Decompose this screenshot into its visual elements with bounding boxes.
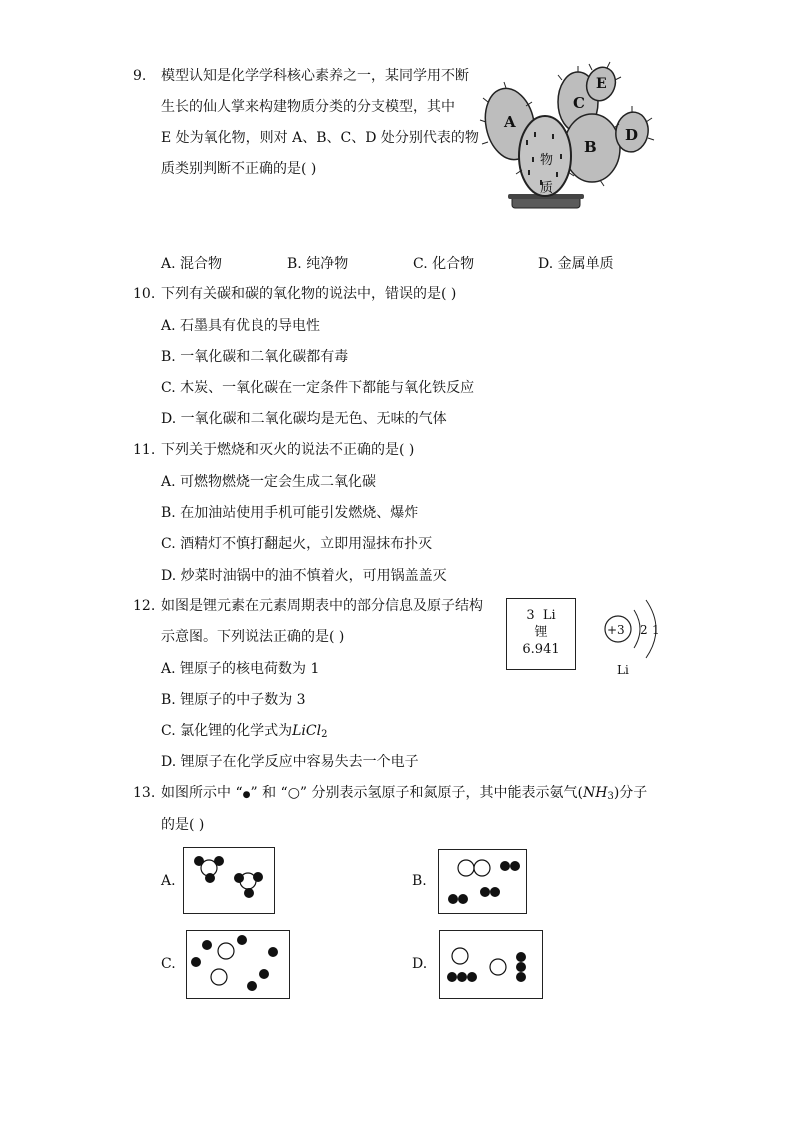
q9-number: 9.: [133, 68, 147, 84]
q13-option-d-diagram[interactable]: [439, 930, 543, 1000]
option-text: 锂原子在化学反应中容易失去一个电子: [180, 754, 419, 770]
q13-option-c-diagram[interactable]: [186, 930, 290, 1000]
q10-option-a[interactable]: [161, 316, 320, 336]
cactus-label-d: D: [625, 126, 639, 144]
option-key: D.: [538, 256, 554, 272]
q9-stem-line-4: 质类别判断不正确的是( ): [161, 161, 317, 177]
formula-licl: LiCl: [292, 723, 322, 739]
option-text: 金属单质: [557, 256, 614, 272]
q12-option-d[interactable]: [161, 752, 419, 772]
option-text: 酒精灯不慎打翻起火，立即用湿抹布扑灭: [180, 536, 433, 552]
option-key: A.: [161, 256, 176, 272]
option-text: 在加油站使用手机可能引发燃烧、爆炸: [180, 505, 419, 521]
cactus-label-e: E: [596, 76, 607, 92]
option-key: B.: [287, 256, 302, 272]
element-mass: 6.941: [522, 642, 560, 657]
q10-option-b[interactable]: [161, 347, 348, 367]
q12-number: 12.: [133, 598, 156, 614]
atom-symbol-label: Li: [617, 663, 629, 677]
formula-subscript: 2: [321, 729, 328, 740]
option-key: A.: [161, 661, 176, 677]
option-key: C.: [413, 256, 428, 272]
q9-stem-line-2: 生长的仙人掌来构建物质分类的分支模型，其中: [161, 99, 455, 115]
q12-stem-line-1: 如图是锂元素在元素周期表中的部分信息及原子结构: [161, 598, 483, 614]
option-text: 可燃物燃烧一定会生成二氧化碳: [180, 474, 377, 490]
q13-option-a-key[interactable]: A.: [161, 873, 176, 889]
option-text: 锂原子的中子数为 3: [180, 692, 306, 708]
element-card: [506, 598, 576, 670]
cactus-label-b: B: [584, 138, 597, 156]
lithium-atom-diagram: [600, 594, 680, 684]
q12-option-a[interactable]: [161, 659, 319, 679]
q12-option-b[interactable]: [161, 690, 306, 710]
option-text: 木炭、一氧化碳在一定条件下都能与氧化铁反应: [180, 380, 475, 396]
q9-option-c[interactable]: [413, 254, 474, 274]
cactus-label-a: A: [504, 113, 516, 131]
q13-option-d-key[interactable]: D.: [412, 956, 428, 972]
option-text: 纯净物: [306, 256, 349, 272]
q10-number: 10.: [133, 286, 156, 302]
option-key: A.: [161, 474, 176, 490]
hollow-circle-icon: ○: [287, 785, 300, 801]
q11-number: 11.: [133, 442, 156, 458]
option-key: B.: [161, 692, 176, 708]
option-key: C.: [161, 536, 176, 552]
q13-stem-line-1: [161, 783, 647, 807]
option-text: 炒菜时油锅中的油不慎着火，可用锅盖盖灭: [180, 568, 447, 584]
option-key: B.: [161, 505, 176, 521]
q10-stem: 下列有关碳和碳的氧化物的说法中，错误的是( ): [161, 286, 457, 302]
element-name: 锂: [534, 625, 548, 640]
cactus-label-body-2: 质: [540, 181, 554, 196]
q9-stem-line-1: 模型认知是化学学科核心素养之一，某同学用不断: [161, 68, 469, 84]
option-key: A.: [161, 318, 176, 334]
q9-option-d[interactable]: [538, 254, 614, 274]
cactus-figure: [482, 62, 662, 214]
formula-nh3: NH: [582, 785, 608, 801]
option-text: 一氧化碳和二氧化碳均是无色、无味的气体: [180, 411, 447, 427]
q13-option-b-key[interactable]: B.: [412, 873, 427, 889]
q10-option-c[interactable]: [161, 378, 474, 398]
element-number: 3: [526, 608, 535, 623]
q11-option-d[interactable]: [161, 566, 447, 586]
option-text: 一氧化碳和二氧化碳都有毒: [180, 349, 349, 365]
nucleus-charge: +3: [607, 623, 625, 637]
option-key: C.: [161, 380, 176, 396]
q9-option-a[interactable]: [161, 254, 222, 274]
formula-subscript: 3: [607, 791, 614, 802]
filled-dot-icon: ●: [242, 790, 251, 800]
q11-stem: 下列关于燃烧和灭火的说法不正确的是( ): [161, 442, 415, 458]
shell-2-electrons: 1: [652, 623, 660, 637]
option-key: D.: [161, 568, 177, 584]
q13-option-a-diagram[interactable]: [183, 847, 275, 915]
option-key: D.: [161, 754, 177, 770]
option-key: D.: [161, 411, 177, 427]
q11-option-a[interactable]: [161, 472, 376, 492]
element-symbol: Li: [542, 608, 556, 623]
option-text: 氯化锂的化学式为: [180, 723, 293, 739]
q9-option-b[interactable]: [287, 254, 348, 274]
stem-text: ” 和 “: [250, 785, 288, 801]
option-text: 化合物: [432, 256, 475, 272]
option-text: 锂原子的核电荷数为 1: [180, 661, 320, 677]
stem-text: )分子: [613, 785, 648, 801]
option-key: B.: [161, 349, 176, 365]
stem-text: ” 分别表示氢原子和氮原子，其中能表示氨气(: [299, 785, 583, 801]
q11-option-c[interactable]: [161, 534, 432, 554]
q10-option-d[interactable]: [161, 409, 447, 429]
option-key: C.: [161, 723, 176, 739]
q9-stem-line-3: E 处为氧化物，则对 A、B、C、D 处分别代表的物: [161, 130, 479, 146]
cactus-label-c: C: [573, 94, 585, 112]
q13-number: 13.: [133, 785, 156, 801]
q12-option-c[interactable]: [161, 721, 327, 745]
shell-1-electrons: 2: [640, 623, 648, 637]
q13-stem-line-2: 的是( ): [161, 817, 205, 833]
q13-option-c-key[interactable]: C.: [161, 956, 176, 972]
option-text: 石墨具有优良的导电性: [180, 318, 321, 334]
q12-stem-line-2: 示意图。下列说法正确的是( ): [161, 629, 345, 645]
q11-option-b[interactable]: [161, 503, 418, 523]
option-text: 混合物: [180, 256, 223, 272]
cactus-label-body-1: 物: [540, 153, 554, 168]
stem-text: 如图所示中 “: [161, 785, 243, 801]
q13-option-b-diagram[interactable]: [438, 849, 528, 915]
